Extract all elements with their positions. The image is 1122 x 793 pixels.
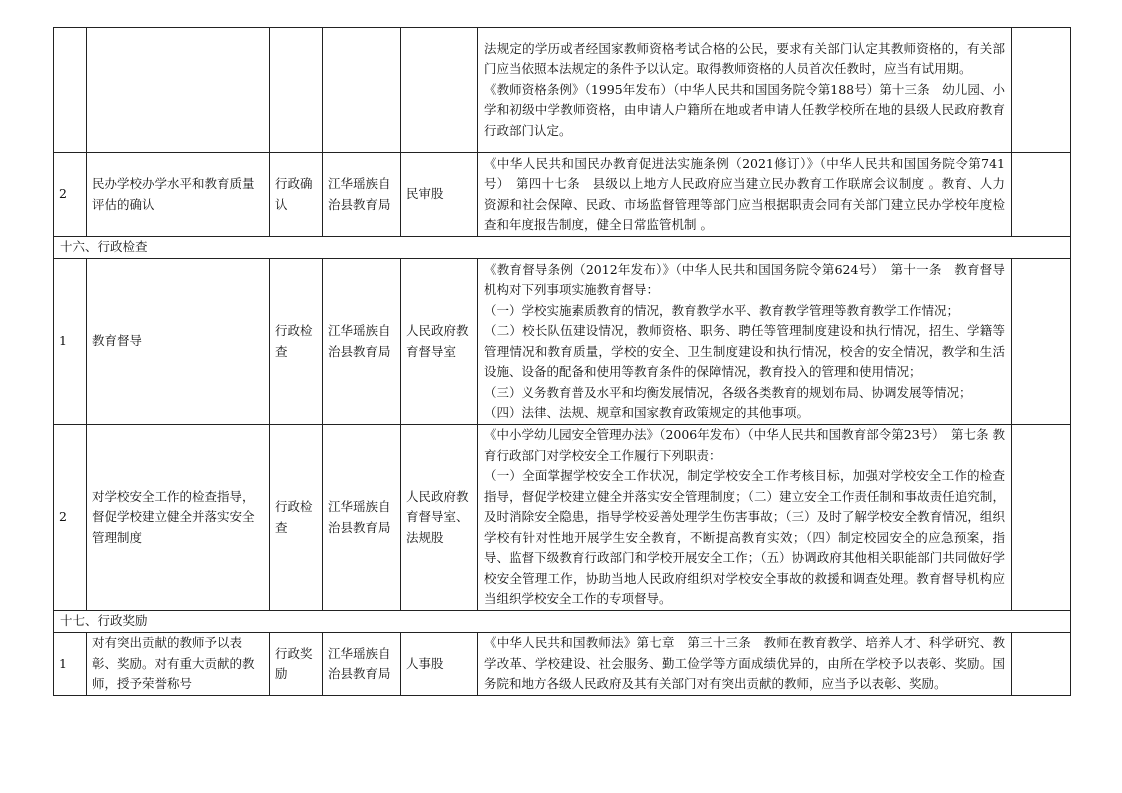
item-category-cell: 行政奖励 [270, 633, 323, 696]
legal-basis-cell [478, 425, 1012, 611]
item-agency-cell: 江华瑶族自治县教育局 [323, 425, 401, 611]
item-number-cell: 2 [54, 153, 87, 237]
legal-basis-cell [478, 28, 1012, 153]
item-agency-cell: 江华瑶族自治县教育局 [323, 153, 401, 237]
item-name-cell: 对有突出贡献的教师予以表彰、奖励。对有重大贡献的教师，授予荣誉称号 [87, 633, 270, 696]
item-unit-cell: 民审股 [401, 153, 478, 237]
legal-basis-paragraph: 《中华人民共和国教师法》第七章 第三十三条 教师在教育教学、培养人才、科学研究、教学改革、学校建设、社会服务、勤工俭学等方面成绩优异的，由所在学校予以表彰、奖励。国务院和地方各级人民政府及其有关部门对有突出贡献的教师，应当予以表彰、奖励。 [484, 635, 1005, 692]
legal-basis-paragraph: 《中小学幼儿园安全管理办法》（2006年发布）（中华人民共和国教育部令第23号） 第七条 教育行政部门对学校安全工作履行下列职责： [484, 427, 1005, 463]
item-agency-cell: 江华瑶族自治县教育局 [323, 259, 401, 425]
section-row [54, 611, 1071, 633]
item-number-cell: 2 [54, 425, 87, 611]
item-unit-cell: 人民政府教育督导室 [401, 259, 478, 425]
item-agency-cell [323, 28, 401, 153]
table-row [54, 425, 1071, 611]
item-category-cell: 行政检查 [270, 259, 323, 425]
item-unit-cell [401, 28, 478, 153]
remark-cell [1012, 425, 1071, 611]
item-name-cell: 民办学校办学水平和教育质量评估的确认 [87, 153, 270, 237]
legal-basis-paragraph: 法规定的学历或者经国家教师资格考试合格的公民，要求有关部门认定其教师资格的，有关部门应当依照本法规定的条件予以认定。取得教师资格的人员首次任教时，应当有试用期。 [484, 40, 1005, 77]
item-category-cell [270, 28, 323, 153]
item-category-cell: 行政确认 [270, 153, 323, 237]
legal-basis-paragraph: 《教师资格条例》（1995年发布）（中华人民共和国国务院令第188号）第十三条 幼儿园、小学和初级中学教师资格，由申请人户籍所在地或者申请人任教学校所在地的县级人民政府教育行政部门认定。 [484, 81, 1005, 138]
item-name-cell: 对学校安全工作的检查指导，督促学校建立健全并落实安全管理制度 [87, 425, 270, 611]
table-row [54, 633, 1071, 696]
legal-basis-paragraph: 《中华人民共和国民办教育促进法实施条例（2021修订）》（中华人民共和国国务院令第741号） 第四十七条 县级以上地方人民政府应当建立民办教育工作联席会议制度 。教育、人力资源和社会保障、民政、市场监督管理等部门应当根据职责会同有关部门建立民办学校年度检查和年度报告制度，健全日常监管机制 。 [484, 155, 1005, 232]
item-unit-cell: 人民政府教育督导室、法规股 [401, 425, 478, 611]
legal-basis-cell [478, 259, 1012, 425]
item-number-cell [54, 28, 87, 153]
legal-basis-paragraph: （四）法律、法规、规章和国家教育政策规定的其他事项。 [484, 405, 810, 420]
section-title: 十六、行政检查 [54, 237, 1071, 259]
table-row [54, 259, 1071, 425]
legal-basis-paragraph: （三）义务教育普及水平和均衡发展情况，各级各类教育的规划布局、协调发展等情况； [484, 384, 972, 400]
section-row [54, 237, 1071, 259]
table-row [54, 153, 1071, 237]
legal-basis-cell [478, 633, 1012, 696]
legal-basis-cell [478, 153, 1012, 237]
remark-cell [1012, 259, 1071, 425]
section-title: 十七、行政奖励 [54, 611, 1071, 633]
item-name-cell: 教育督导 [87, 259, 270, 425]
legal-basis-paragraph: （一）全面掌握学校安全工作状况，制定学校安全工作考核目标，加强对学校安全工作的检查指导，督促学校建立健全并落实安全管理制度；（二）建立安全工作责任制和事故责任追究制，及时消除安全隐患，指导学校妥善处理学生伤害事故；（三）及时了解学校安全教育情况，组织学校有针对性地开展学生安全教育，不断提高教育实效；（四）制定校园安全的应急预案，指导、监督下级教育行政部门和学校开展安全工作；（五）协调政府其他相关职能部门共同做好学校安全管理工作，协助当地人民政府组织对学校安全事故的救援和调查处理。教育督导机构应当组织学校安全工作的专项督导。 [484, 468, 1005, 607]
legal-basis-paragraph: （二）校长队伍建设情况，教师资格、职务、聘任等管理制度建设和执行情况，招生、学籍等管理情况和教育质量，学校的安全、卫生制度建设和执行情况，校舍的安全情况，教学和生活设施、设备的配备和使用等教育条件的保障情况，教育投入的管理和使用情况； [484, 323, 1005, 379]
remark-cell [1012, 153, 1071, 237]
remark-cell [1012, 633, 1071, 696]
item-number-cell: 1 [54, 633, 87, 696]
legal-basis-paragraph: 《教育督导条例（2012年发布）》（中华人民共和国国务院令第624号） 第十一条 教育督导机构对下列事项实施教育督导： [484, 261, 1005, 297]
item-number-cell: 1 [54, 259, 87, 425]
item-agency-cell: 江华瑶族自治县教育局 [323, 633, 401, 696]
legal-basis-paragraph: （一）学校实施素质教育的情况，教育教学水平、教育教学管理等教育教学工作情况； [484, 302, 960, 318]
item-category-cell: 行政检查 [270, 425, 323, 611]
item-name-cell [87, 28, 270, 153]
remark-cell [1012, 28, 1071, 153]
power-list-table [53, 27, 1071, 696]
table-row [54, 28, 1071, 153]
item-unit-cell: 人事股 [401, 633, 478, 696]
